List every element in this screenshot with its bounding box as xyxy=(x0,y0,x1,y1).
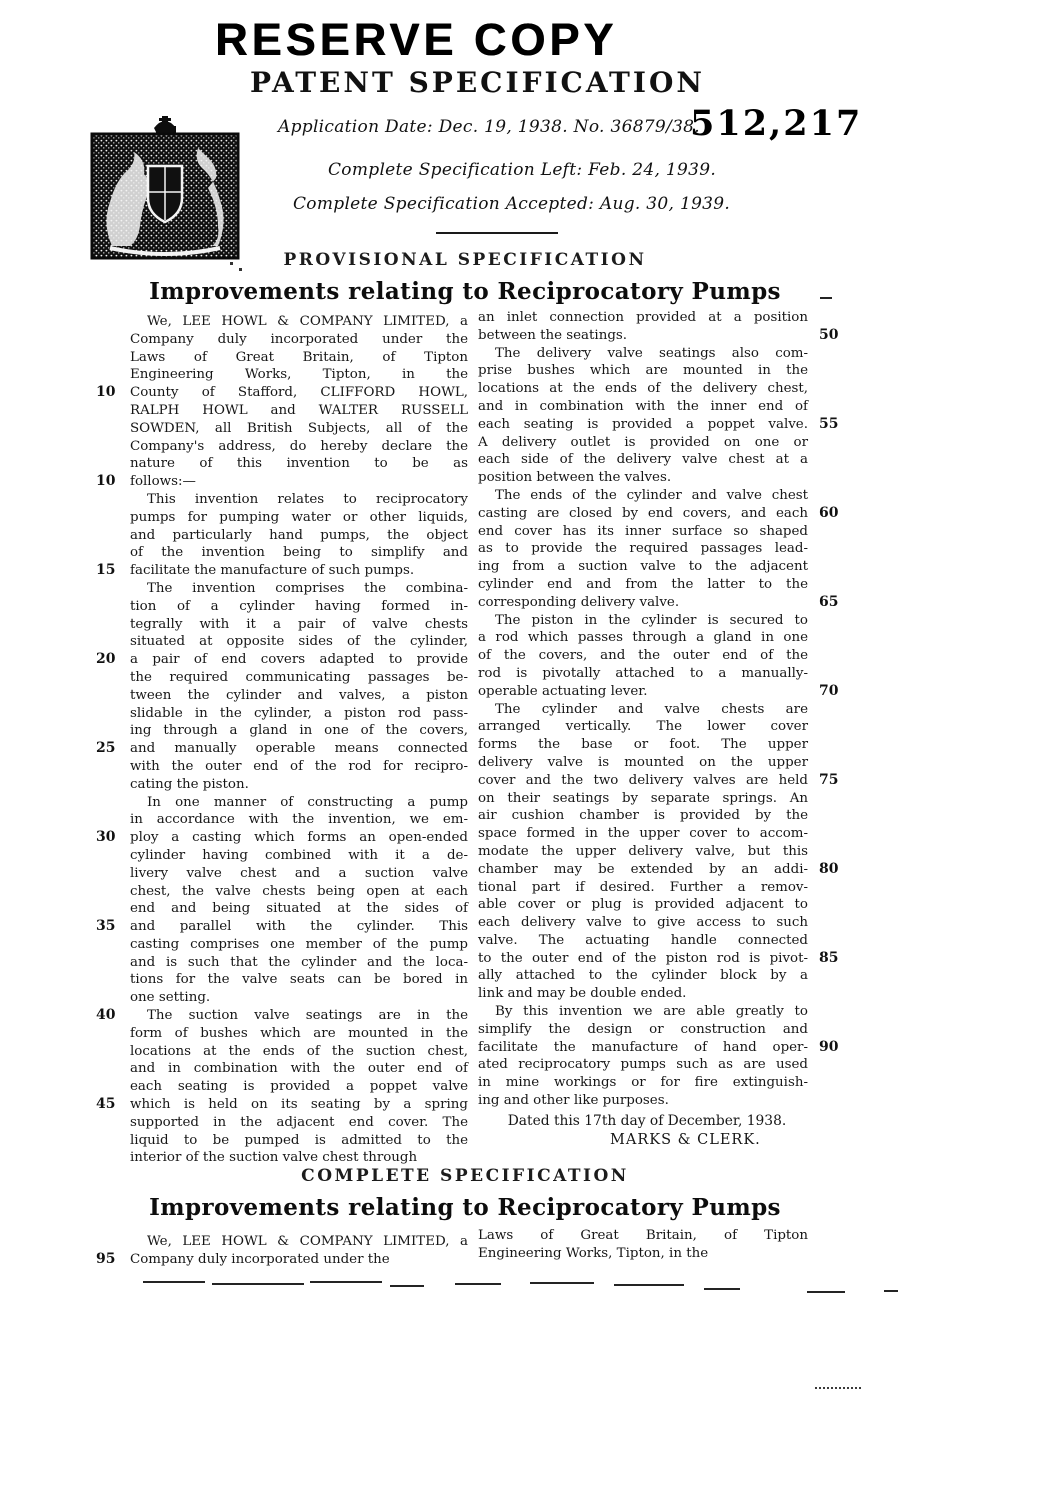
text-line: a pair of end covers adapted to provide xyxy=(130,652,468,668)
text-line: Engineering Works, Tipton, in the xyxy=(478,1245,709,1261)
patent-number: 512,217 xyxy=(690,103,863,144)
text-line: of the invention being to simplify and xyxy=(130,545,468,561)
text-line: able cover or plug is provided adjacent to xyxy=(478,897,808,913)
text-line: valve. The actuating handle connected xyxy=(478,932,808,948)
line-number: 15 xyxy=(96,562,116,579)
provisional-invention-title: Improvements relating to Reciprocatory Pumps xyxy=(149,278,781,305)
scan-artifact xyxy=(530,1282,594,1284)
text-line: situated at opposite sides of the cylinder, xyxy=(130,634,468,650)
text-line: cover and the two delivery valves are held xyxy=(478,772,808,788)
text-line: to the outer end of the piston rod is pivot- xyxy=(478,950,808,966)
text-line: end and being situated at the sides of xyxy=(130,901,468,917)
scan-artifact xyxy=(310,1281,382,1283)
text-line: and is such that the cylinder and the loca- xyxy=(130,954,468,970)
text-line: and particularly hand pumps, the object xyxy=(130,527,468,543)
text-line: an inlet connection provided at a position xyxy=(478,310,808,325)
text-line: position between the valves. xyxy=(478,470,672,486)
text-line: Company duly incorporated under the xyxy=(130,1251,390,1267)
text-line: as to provide the required passages lead- xyxy=(478,541,808,557)
text-line: between the seatings. xyxy=(478,327,628,343)
text-line: tion of a cylinder having formed in- xyxy=(130,598,468,614)
text-line: ally attached to the cylinder block by a xyxy=(478,968,808,984)
scan-artifact xyxy=(455,1283,501,1285)
text-line: The invention comprises the combina- xyxy=(147,580,468,596)
text-line: each seating is provided a poppet valve. xyxy=(478,416,808,432)
text-line: end cover has its inner surface so shaped xyxy=(478,523,808,539)
text-line: one setting. xyxy=(130,990,211,1006)
paragraph xyxy=(478,612,808,701)
line-number: 10 xyxy=(96,473,116,490)
text-line: casting are closed by end covers, and each xyxy=(478,505,808,521)
text-line: ing and other like purposes. xyxy=(478,1093,669,1109)
text-line: The piston in the cylinder is secured to xyxy=(495,612,808,628)
text-line: chamber may be extended by an addi- xyxy=(478,861,808,877)
text-line: in accordance with the invention, we em- xyxy=(130,812,468,828)
scan-artifact xyxy=(239,268,242,271)
provisional-left-column xyxy=(96,313,468,1167)
text-line: of the covers, and the outer end of the xyxy=(478,648,808,664)
line-number: 35 xyxy=(96,918,116,935)
reserve-copy-stamp: RESERVE COPY xyxy=(215,14,618,65)
paragraph xyxy=(478,487,808,612)
text-line: in mine workings or for fire extinguish- xyxy=(478,1075,808,1091)
text-line: supported in the adjacent end cover. The xyxy=(130,1114,468,1130)
paragraph xyxy=(130,313,468,491)
text-line: delivery valve is mounted on the upper xyxy=(478,754,808,770)
text-line: liquid to be pumped is admitted to the xyxy=(130,1132,468,1148)
line-number: 70 xyxy=(819,682,839,699)
text-line: which is held on its seating by a spring xyxy=(130,1097,468,1113)
text-line: In one manner of constructing a pump xyxy=(147,794,468,810)
text-line: The ends of the cylinder and valve chest xyxy=(495,487,808,503)
complete-specification-left-line: Complete Specification Left: Feb. 24, 1939. xyxy=(328,160,717,180)
scan-artifact xyxy=(704,1288,740,1290)
text-line: nature of this invention to be as xyxy=(130,456,468,472)
paragraph xyxy=(130,1233,468,1269)
line-number: 95 xyxy=(96,1250,116,1267)
line-number: 60 xyxy=(819,504,839,521)
paragraph xyxy=(130,1007,468,1167)
text-line: The suction valve seatings are in the xyxy=(147,1008,468,1024)
scan-artifact xyxy=(390,1285,424,1287)
text-line: each side of the delivery valve chest at a xyxy=(478,452,808,468)
text-line: cating the piston. xyxy=(130,776,249,792)
text-line: ploy a casting which forms an open-ended xyxy=(130,830,468,846)
text-line: tegrally with it a pair of valve chests xyxy=(130,616,468,632)
complete-invention-title: Improvements relating to Reciprocatory Pumps xyxy=(149,1194,781,1221)
text-line: tions for the valve seats can be bored in xyxy=(130,972,468,988)
text-line: forms the base or foot. The upper xyxy=(478,737,808,753)
text-line: County of Stafford, CLIFFORD HOWL, xyxy=(130,385,468,401)
text-line: Company's address, do hereby declare the xyxy=(130,438,468,454)
text-line: casting comprises one member of the pump xyxy=(130,936,468,952)
line-number: 50 xyxy=(819,326,839,343)
text-line: We, LEE HOWL & COMPANY LIMITED, a xyxy=(147,1234,468,1249)
text-line: ated reciprocatory pumps such as are used xyxy=(478,1057,808,1073)
scan-artifact xyxy=(815,1387,861,1389)
text-line: chest, the valve chests being open at each xyxy=(130,883,468,899)
text-line: form of bushes which are mounted in the xyxy=(130,1025,468,1041)
text-line: and manually operable means connected xyxy=(130,741,468,757)
text-line: cylinder having combined with it a de- xyxy=(130,847,468,863)
text-line: Laws of Great Britain, of Tipton xyxy=(478,1228,808,1243)
text-line: Laws of Great Britain, of Tipton xyxy=(130,349,468,365)
paragraph xyxy=(130,580,468,794)
scan-artifact xyxy=(614,1284,684,1286)
paragraph xyxy=(478,309,808,345)
paragraph xyxy=(478,1003,808,1110)
complete-specification-heading: COMPLETE SPECIFICATION xyxy=(301,1166,629,1186)
scan-artifact xyxy=(212,1283,304,1285)
text-line: We, LEE HOWL & COMPANY LIMITED, a xyxy=(147,314,468,329)
text-line: simplify the design or construction and xyxy=(478,1021,808,1037)
paragraph xyxy=(130,794,468,1008)
text-line: corresponding delivery valve. xyxy=(478,594,680,610)
complete-right-column xyxy=(478,1227,808,1263)
text-line: prise bushes which are mounted in the xyxy=(478,363,808,379)
text-line: and in combination with the inner end of xyxy=(478,398,808,414)
paragraph xyxy=(478,1227,808,1263)
text-line: SOWDEN, all British Subjects, all of the xyxy=(130,420,468,436)
line-number: 40 xyxy=(96,1007,116,1024)
text-line: A delivery outlet is provided on one or xyxy=(478,434,808,450)
text-line: facilitate the manufacture of hand oper- xyxy=(478,1039,808,1055)
paragraph xyxy=(478,701,808,1004)
text-line: a rod which passes through a gland in one xyxy=(478,630,808,646)
text-line: interior of the suction valve chest through xyxy=(130,1150,418,1166)
line-number: 75 xyxy=(819,771,839,788)
text-line: modate the upper delivery valve, but this xyxy=(478,843,808,859)
text-line: Company duly incorporated under the xyxy=(130,331,468,347)
text-line: pumps for pumping water or other liquids, xyxy=(130,509,468,525)
text-line: This invention relates to reciprocatory xyxy=(147,491,468,507)
text-line: facilitate the manufacture of such pumps. xyxy=(130,563,415,579)
scan-artifact xyxy=(820,297,832,299)
text-line: link and may be double ended. xyxy=(478,986,687,1002)
agent-signature: MARKS & CLERK. xyxy=(610,1131,761,1148)
text-line: cylinder end and from the latter to the xyxy=(478,576,808,592)
text-line: slidable in the cylinder, a piston rod pass- xyxy=(130,705,468,721)
text-line: follows:— xyxy=(130,474,196,490)
text-line: each delivery valve to give access to such xyxy=(478,915,808,931)
scan-artifact xyxy=(143,1281,205,1283)
text-line: Engineering Works, Tipton, in the xyxy=(130,367,468,383)
line-number: 65 xyxy=(819,593,839,610)
text-line: tween the cylinder and valves, a piston xyxy=(130,687,468,703)
text-line: The delivery valve seatings also com- xyxy=(495,345,808,361)
text-line: ing from a suction valve to the adjacent xyxy=(478,559,808,575)
text-line: rod is pivotally attached to a manually- xyxy=(478,665,808,681)
text-line: locations at the ends of the suction chest, xyxy=(130,1043,468,1059)
line-number: 55 xyxy=(819,415,839,432)
line-number: 80 xyxy=(819,860,839,877)
line-number: 45 xyxy=(96,1096,116,1113)
signature-block xyxy=(482,1112,812,1149)
provisional-right-column xyxy=(478,309,839,1110)
text-line: The cylinder and valve chests are xyxy=(495,701,808,717)
complete-specification-accepted-line: Complete Specification Accepted: Aug. 30, 1939. xyxy=(293,194,731,214)
text-line: arranged vertically. The lower cover xyxy=(478,719,808,735)
text-line: RALPH HOWL and WALTER RUSSELL xyxy=(130,402,468,418)
line-number: 30 xyxy=(96,829,116,846)
application-date-line: Application Date: Dec. 19, 1938. No. 36879/38. xyxy=(278,117,701,137)
text-line: space formed in the upper cover to accom- xyxy=(478,826,808,842)
provisional-specification-heading: PROVISIONAL SPECIFICATION xyxy=(283,250,647,270)
royal-coat-of-arms-icon xyxy=(90,114,240,266)
text-line: and in combination with the outer end of xyxy=(130,1061,468,1077)
line-number: 85 xyxy=(819,949,839,966)
header-divider-rule xyxy=(436,232,558,234)
text-line: air cushion chamber is provided by the xyxy=(478,808,808,824)
scan-artifact xyxy=(884,1290,898,1292)
paragraph xyxy=(478,345,808,487)
scan-artifact xyxy=(230,262,233,265)
paragraph xyxy=(130,491,468,580)
dated-line: Dated this 17th day of December, 1938. xyxy=(507,1113,787,1129)
line-number: 25 xyxy=(96,740,116,757)
text-line: and parallel with the cylinder. This xyxy=(130,919,468,935)
text-line: tional part if desired. Further a remov- xyxy=(478,879,808,895)
document-title: PATENT SPECIFICATION xyxy=(250,66,705,99)
text-line: on their seatings by separate springs. An xyxy=(478,790,808,806)
line-number: 90 xyxy=(819,1038,839,1055)
text-line: operable actuating lever. xyxy=(478,683,648,699)
text-line: the required communicating passages be- xyxy=(130,669,468,685)
text-line: ing through a gland in one of the covers, xyxy=(130,723,468,739)
text-line: locations at the ends of the delivery chest, xyxy=(478,381,808,397)
text-line: livery valve chest and a suction valve xyxy=(130,865,468,881)
text-line: with the outer end of the rod for recipro- xyxy=(130,758,468,774)
text-line: each seating is provided a poppet valve xyxy=(130,1079,468,1095)
complete-left-column xyxy=(96,1233,468,1269)
line-number: 20 xyxy=(96,651,116,668)
scan-artifact xyxy=(807,1291,845,1293)
text-line: By this invention we are able greatly to xyxy=(495,1004,808,1020)
line-number: 10 xyxy=(96,384,116,401)
